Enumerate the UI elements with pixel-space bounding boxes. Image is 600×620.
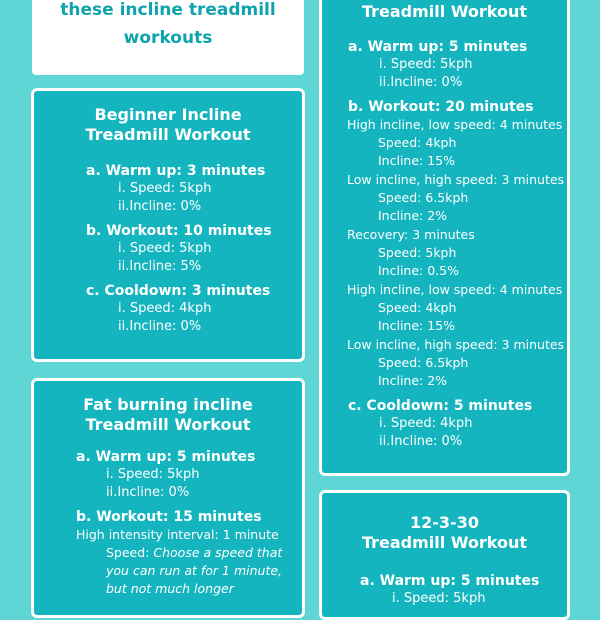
interval-block-5-incline: Incline: 2% [378,373,448,388]
beginner-warmup-incline: ii.Incline: 0% [118,199,202,214]
interval-workout-label: b. Workout: 20 minutes [348,99,534,115]
interval-cooldown-speed: i. Speed: 4kph [379,416,473,431]
beginner-workout-label: b. Workout: 10 minutes [86,223,272,239]
interval-block-2-heading: Low incline, high speed: 3 minutes [347,172,565,187]
fat-burning-speed-text-3: but not much longer [106,581,234,596]
fat-burning-speed-prefix: Speed: [106,545,154,560]
beginner-cooldown-label: c. Cooldown: 3 minutes [86,283,271,299]
beginner-cooldown-speed: i. Speed: 4kph [118,301,212,316]
interval-block-1-heading: High incline, low speed: 4 minutes [347,117,563,132]
interval-block-4-speed: Speed: 4kph [378,300,457,315]
interval-block-2-incline: Incline: 2% [378,208,448,223]
intro-title-line1: these incline treadmill [60,0,276,20]
beginner-cooldown-incline: ii.Incline: 0% [118,319,202,334]
interval-block-1-incline: Incline: 15% [378,153,456,168]
beginner-title-line2: Treadmill Workout [85,125,251,144]
intro-card [32,0,304,75]
beginner-warmup-speed: i. Speed: 5kph [118,181,212,196]
fat-burning-interval-speed [106,544,282,563]
beginner-workout-card [31,88,305,362]
fat-burning-warmup-speed: i. Speed: 5kph [106,467,200,482]
workout-12-3-30-title-line1: 12-3-30 [410,513,479,532]
interval-block-1-speed: Speed: 4kph [378,135,457,150]
interval-block-3-speed: Speed: 5kph [378,245,457,260]
fat-burning-title-line2: Treadmill Workout [85,415,251,434]
beginner-workout-speed: i. Speed: 5kph [118,241,212,256]
interval-block-4-incline: Incline: 15% [378,318,456,333]
fat-burning-warmup-incline: ii.Incline: 0% [106,485,190,500]
interval-warmup-incline: ii.Incline: 0% [379,75,463,90]
interval-block-2-speed: Speed: 6.5kph [378,190,469,205]
workout-12-3-30-warmup-speed: i. Speed: 5kph [392,591,486,606]
fat-burning-workout-label: b. Workout: 15 minutes [76,509,262,525]
interval-block-4-heading: High incline, low speed: 4 minutes [347,282,563,297]
beginner-warmup-label: a. Warm up: 3 minutes [86,163,266,179]
interval-cooldown-label: c. Cooldown: 5 minutes [348,398,533,414]
fat-burning-warmup-label: a. Warm up: 5 minutes [76,449,256,465]
interval-block-5-heading: Low incline, high speed: 3 minutes [347,337,565,352]
fat-burning-interval-heading: High intensity interval: 1 minute [76,527,279,542]
beginner-workout-incline: ii.Incline: 5% [118,259,202,274]
fat-burning-speed-text-1: Choose a speed that [153,545,283,560]
fat-burning-speed-text-2: you can run at for 1 minute, [106,563,283,578]
beginner-title-line1: Beginner Incline [94,105,242,124]
intro-title-line2: workouts [123,28,213,48]
interval-block-3-incline: Incline: 0.5% [378,263,459,278]
interval-title: Treadmill Workout [361,2,528,21]
workout-12-3-30-card [319,490,570,620]
interval-workout-card [319,0,570,476]
fat-burning-title-line1: Fat burning incline [83,395,253,414]
fat-burning-workout-card [31,378,305,618]
interval-block-3-heading: Recovery: 3 minutes [347,227,475,242]
workout-12-3-30-title-line2: Treadmill Workout [361,533,528,552]
interval-cooldown-incline: ii.Incline: 0% [379,434,463,449]
interval-warmup-label: a. Warm up: 5 minutes [348,39,528,55]
interval-warmup-speed: i. Speed: 5kph [379,57,473,72]
interval-block-5-speed: Speed: 6.5kph [378,355,469,370]
workout-12-3-30-warmup-label: a. Warm up: 5 minutes [360,573,540,589]
